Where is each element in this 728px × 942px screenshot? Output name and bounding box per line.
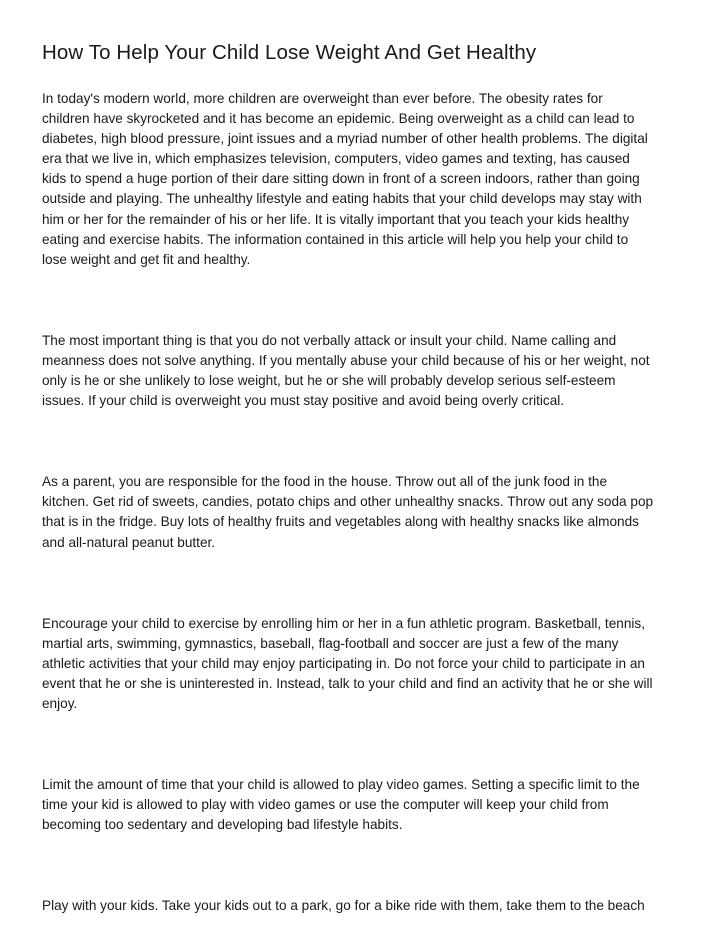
paragraph-intro <box>42 89 690 270</box>
paragraph-line: As a parent, you are responsible for the food in the house. Throw out all of the junk food in the <box>42 474 608 490</box>
paragraph-line: lose weight and get fit and healthy. <box>42 251 251 267</box>
paragraph-line: only is he or she unlikely to lose weight, but he or she will probably develop serious self-esteem <box>42 373 616 389</box>
paragraph-line: athletic activities that your child may enjoy participating in. Do not force your child to participate in an <box>42 655 645 671</box>
paragraph-line: time your kid is allowed to play with video games or use the computer will keep your child from <box>42 797 609 813</box>
paragraph-line: kitchen. Get rid of sweets, candies, potato chips and other unhealthy snacks. Throw out any soda pop <box>42 494 654 510</box>
document-page <box>42 40 690 916</box>
paragraph-line: him or her for the remainder of his or her life. It is vitally important that you teach your kids healthy <box>42 211 630 227</box>
paragraph-line: enjoy. <box>42 695 78 711</box>
paragraph-line: In today's modern world, more children are overweight than ever before. The obesity rates for <box>42 91 603 106</box>
paragraph-line: kids to spend a huge portion of their dare sitting down in front of a screen indoors, rather than going <box>42 171 640 187</box>
paragraph-video-games <box>42 775 690 835</box>
paragraph-line: event that he or she is uninterested in. Instead, talk to your child and find an activity that he or she will <box>42 675 653 691</box>
document-title: How To Help Your Child Lose Weight And Get Healthy <box>42 41 537 64</box>
paragraph-line: eating and exercise habits. The information contained in this article will help you help your child to <box>42 231 629 247</box>
paragraph-line: Limit the amount of time that your child is allowed to play video games. Setting a specific limit to the <box>42 777 640 793</box>
paragraph-line: becoming too sedentary and developing bad lifestyle habits. <box>42 817 403 833</box>
paragraph-line: children have skyrocketed and it has become an epidemic. Being overweight as a child can lead to <box>42 111 635 127</box>
paragraph-exercise <box>42 614 690 714</box>
paragraph-line: outside and playing. The unhealthy lifestyle and eating habits that your child develops may stay with <box>42 191 642 207</box>
paragraph-line: diabetes, high blood pressure, joint issues and a myriad number of other health problems. The digital <box>42 131 648 147</box>
paragraph-line: meanness does not solve anything. If you mentally abuse your child because of his or her weight, not <box>42 352 650 368</box>
paragraph-line: era that we live in, which emphasizes television, computers, video games and texting, has caused <box>42 151 630 167</box>
paragraph-line: and all-natural peanut butter. <box>42 534 216 550</box>
paragraph-line: that is in the fridge. Buy lots of healthy fruits and vegetables along with healthy snacks like almonds <box>42 514 639 530</box>
paragraph-food-in-house <box>42 472 690 552</box>
paragraph-line: issues. If your child is overweight you must stay positive and avoid being overly critical. <box>42 393 565 409</box>
paragraph-line: Encourage your child to exercise by enrolling him or her in a fun athletic program. Basketball, tennis, <box>42 615 645 631</box>
paragraph-play-with-kids <box>42 896 690 916</box>
paragraph-verbal-attack <box>42 331 690 411</box>
paragraph-line: The most important thing is that you do not verbally attack or insult your child. Name calling and <box>42 332 617 348</box>
paragraph-line: Play with your kids. Take your kids out to a park, go for a bike ride with them, take them to the beach <box>42 898 645 914</box>
paragraph-line: martial arts, swimming, gymnastics, baseball, flag-football and soccer are just a few of the many <box>42 635 619 651</box>
